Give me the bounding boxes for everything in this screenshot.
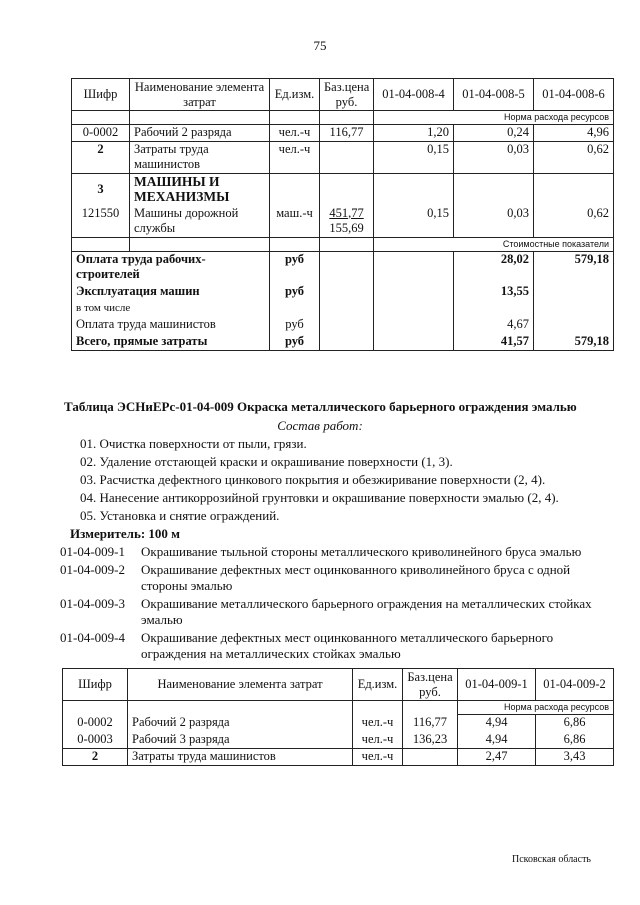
col-header-norm-1: 01-04-008-4 <box>374 79 454 111</box>
col-header-price: Баз.цена руб. <box>403 669 458 701</box>
col-header-unit: Ед.изм. <box>353 669 403 701</box>
page-number: 75 <box>313 38 327 53</box>
norm-label: Норма расхода ресурсов <box>458 701 614 715</box>
table-row: 0-0002 Рабочий 2 разряда чел.-ч 116,77 1,20 0,24 4,96 <box>72 125 614 142</box>
col-header-norm-2: 01-04-009-2 <box>536 669 614 701</box>
table-row: 121550 Машины дорожной службы маш.-ч 451,77 155,69 0,15 0,03 0,62 <box>72 206 614 238</box>
norm-label: Норма расхода ресурсов <box>374 111 614 125</box>
item-desc: Окрашивание тыльной стороны металлического криволинейного бруса эмалью <box>141 544 582 559</box>
item-desc: стороны эмалью <box>141 578 233 593</box>
table-row-cost: в том числе <box>72 301 614 317</box>
item-desc: эмалью <box>141 612 183 627</box>
item-desc: Окрашивание дефектных мест оцинкованного металлического барьерного <box>141 630 554 645</box>
item-code: 01-04-009-1 <box>60 544 125 559</box>
col-header-code: Шифр <box>72 79 130 111</box>
resource-table-1 <box>71 78 614 351</box>
col-header-unit: Ед.изм. <box>270 79 320 111</box>
item-code: 01-04-009-4 <box>60 630 125 645</box>
resource-table-2 <box>62 668 614 766</box>
item-desc: ограждения на металлических стойках эмалью <box>141 646 401 661</box>
item-code: 01-04-009-2 <box>60 562 125 577</box>
item-code: 01-04-009-3 <box>60 596 125 611</box>
cost-label: Стоимостные показатели <box>374 238 614 252</box>
footer-region: Псковская область <box>512 854 591 865</box>
table-row-cost: Эксплуатация машин руб 13,55 <box>72 284 614 301</box>
section-title: Таблица ЭСНиЕРс-01-04-009 Окраска металлического барьерного ограждения эмалью <box>64 399 577 414</box>
work-item: 03. Расчистка дефектного цинкового покрытия и обезжиривание поверхности (2, 4). <box>80 472 546 487</box>
table-row: 0-0002 Рабочий 2 разряда чел.-ч 116,77 4,94 6,86 <box>63 715 614 732</box>
table-row: 0-0003 Рабочий 3 разряда чел.-ч 136,23 4,94 6,86 <box>63 732 614 749</box>
table-row-cost: Оплата труда машинистов руб 4,67 <box>72 317 614 334</box>
col-header-price: Баз.цена руб. <box>320 79 374 111</box>
col-header-norm-3: 01-04-008-6 <box>534 79 614 111</box>
col-header-name: Наименование элемента затрат <box>128 669 353 701</box>
table-row-cost: Оплата труда рабочих-строителей руб 28,02 579,18 <box>72 252 614 284</box>
col-header-name: Наименование элемента затрат <box>130 79 270 111</box>
table-row: 2 Затраты труда машинистов чел.-ч 2,47 3,43 <box>63 749 614 766</box>
work-item: 02. Удаление отстающей краски и окрашивание поверхности (1, 3). <box>80 454 453 469</box>
table-row-section: 3 МАШИНЫ И МЕХАНИЗМЫ <box>72 174 614 206</box>
col-header-norm-1: 01-04-009-1 <box>458 669 536 701</box>
col-header-norm-2: 01-04-008-5 <box>454 79 534 111</box>
work-item: 04. Нанесение антикоррозийной грунтовки и окрашивание поверхности эмалью (2, 4). <box>80 490 559 505</box>
item-desc: Окрашивание металлического барьерного ограждения на металлических стойках <box>141 596 592 611</box>
measure-unit: Измеритель: 100 м <box>70 526 181 541</box>
section-subtitle: Состав работ: <box>277 418 363 433</box>
table-row: 2 Затраты труда машинистов чел.-ч 0,15 0,03 0,62 <box>72 142 614 174</box>
col-header-code: Шифр <box>63 669 128 701</box>
work-item: 05. Установка и снятие ограждений. <box>80 508 280 523</box>
table-row-total: Всего, прямые затраты руб 41,57 579,18 <box>72 334 614 351</box>
work-item: 01. Очистка поверхности от пыли, грязи. <box>80 436 307 451</box>
item-desc: Окрашивание дефектных мест оцинкованного криволинейного бруса с одной <box>141 562 571 577</box>
